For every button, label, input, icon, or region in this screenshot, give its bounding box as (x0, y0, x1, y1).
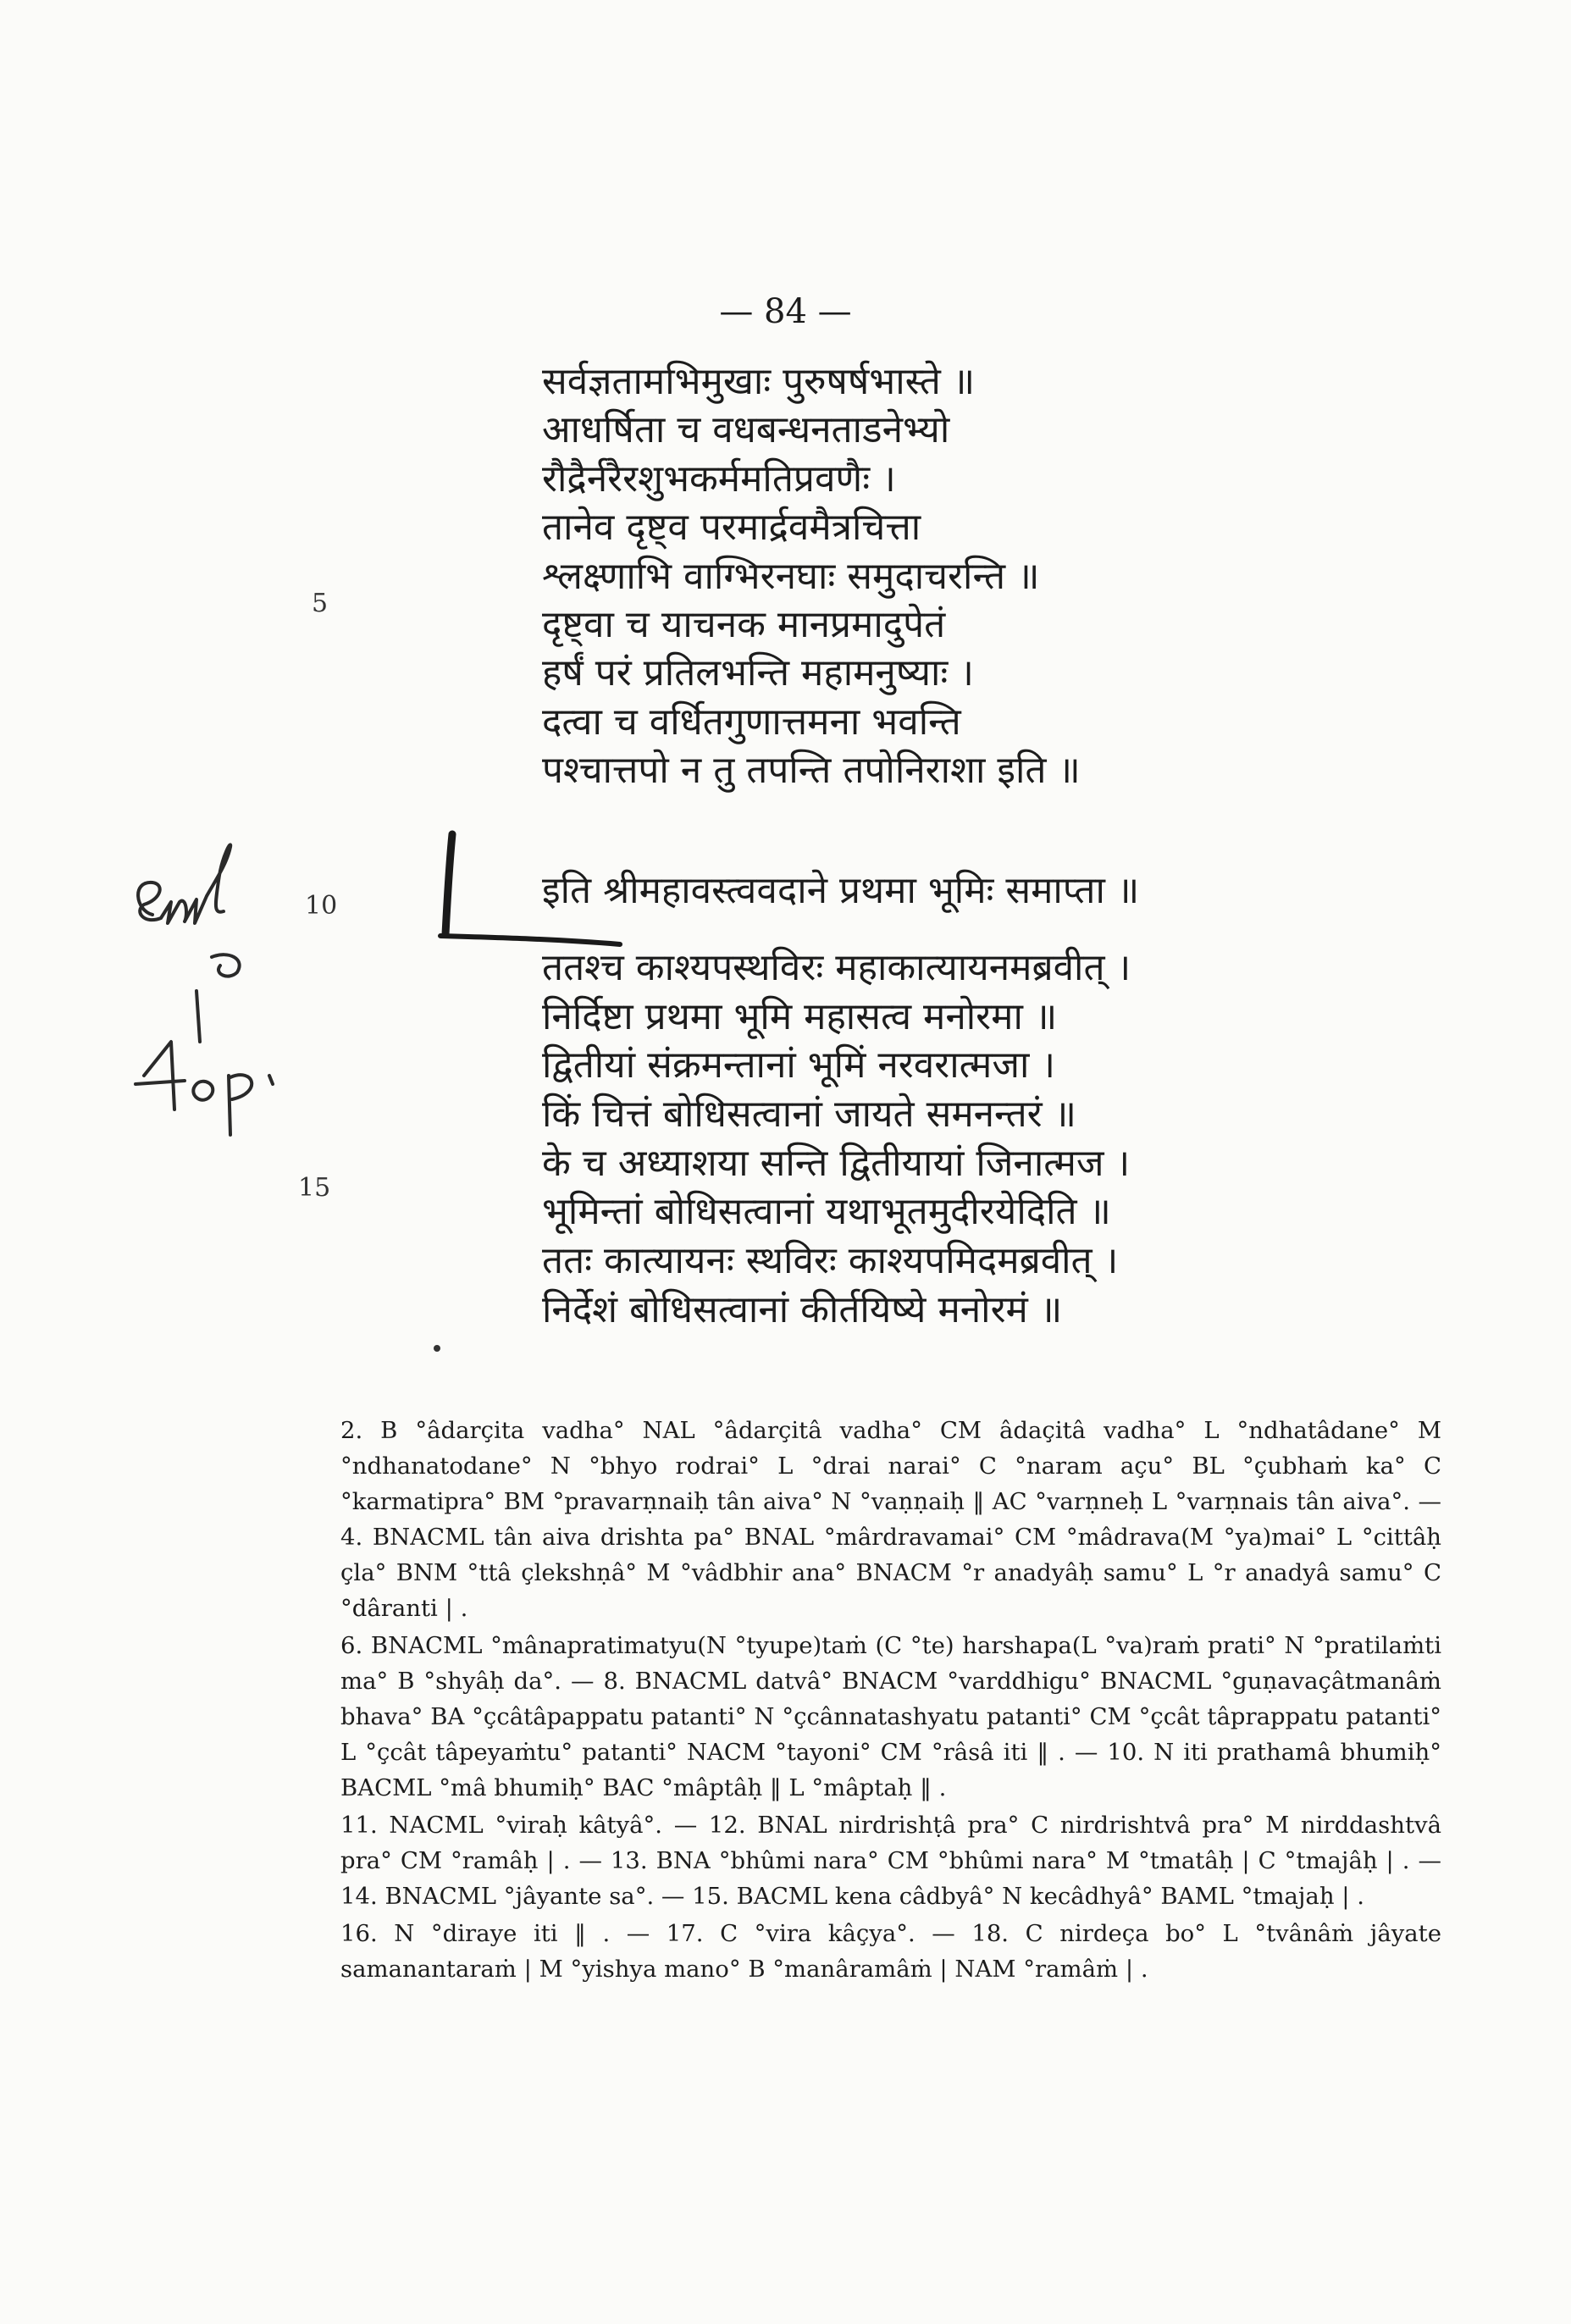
line-number-15: 15 (298, 1173, 331, 1203)
line-number-5: 5 (312, 589, 329, 618)
verse-line: निर्दिष्टा प्रथमा भूमि महासत्व मनोरमा ॥ (542, 994, 1058, 1038)
verse-line: दृष्ट्वा च याचनक मानप्रमादुपेतं (542, 602, 946, 646)
verse-line: आधर्षिता च वधबन्धनताडनेभ्यो (542, 408, 950, 452)
verse-block-b (542, 943, 1474, 1335)
verse-line: ततश्च काश्यपस्थविरः महाकात्यायनमब्रवीत् । (542, 946, 1131, 989)
verse-line: किं चित्तं बोधिसत्वानां जायते समनन्तरं ॥ (542, 1093, 1077, 1137)
footnote-paragraph: 2. B °âdarçita vadha° NAL °âdarçitâ vadha° CM âdaçitâ vadha° L °ndhatâdane° M °ndhanatodane° N °bhyo rodrai° L °drai narai° C °naram açu° BL °çubhaṁ ka° C °karmatipra° BM °pravarṇnaiḥ tân aiva° N °vaṇṇaiḥ ‖ AC °varṇneḥ L °varṇnais tân aiva°. — 4. BNACML tân aiva drishta pa° BNAL °mârdravamai° CM °mâdrava(M °ya)mai° L °cittâḥ çla° BNM °ttâ çlekshṇâ° M °vâdbhir ana° BNACM °r anadyâḥ samu° L °r anadyâ samu° C °dâranti | . (340, 1417, 1441, 1622)
verse-line: रौद्रैर्नरैरशुभकर्ममतिप्रवणैः । (542, 456, 896, 501)
verse-block-a (542, 357, 1474, 795)
verse-line: द्वितीयां संक्रमन्तानां भूमिं नरवरात्मजा । (542, 1043, 1056, 1087)
verse-line: श्लक्ष्णाभि वाग्भिरनघाः समुदाचरन्ति ॥ (542, 554, 1040, 598)
line-number-10: 10 (305, 891, 338, 921)
page-number: — 84 — (719, 292, 852, 331)
verse-line: ततः कात्यायनः स्थविरः काश्यपमिदमब्रवीत् । (542, 1239, 1119, 1283)
verse-line: दत्वा च वर्धितगुणात्तमना भवन्ति (542, 700, 961, 744)
ink-dot (434, 1345, 440, 1352)
verse-line: हर्षं परं प्रतिलभन्ति महामनुष्याः । (542, 651, 974, 695)
verse-line: के च अध्याशया सन्ति द्वितीयायां जिनात्मज । (542, 1141, 1131, 1185)
hand-drawn-bracket (423, 826, 627, 953)
footnote-paragraph: 11. NACML °viraḥ kâtyâ°. — 12. BNAL nirdrishṭâ pra° C nirdrishtvâ pra° M nirddashtvâ pra° CM °ramâḥ | . — 13. BNA °bhûmi nara° CM °bhûmi nara° M °tmatâḥ | C °tmajâḥ | . — 14. BNACML °jâyante sa°. — 15. BACML kena câdbyâ° N kecâdhyâ° BAML °tmajaḥ | . (340, 1812, 1441, 1910)
handwritten-annotation (119, 830, 339, 1152)
verse-line: सर्वज्ञतामभिमुखाः पुरुषर्षभास्ते ॥ (542, 360, 976, 403)
footnotes (340, 1413, 1441, 1987)
verse-line: निर्देशं बोधिसत्वानां कीर्तयिष्ये मनोरमं ॥ (542, 1287, 1063, 1331)
verse-line: भूमिन्तां बोधिसत्वानां यथाभूतमुदीरयेदिति ॥ (542, 1190, 1111, 1234)
colophon: इति श्रीमहावस्त्ववदाने प्रथमा भूमिः समाप्ता ॥ (542, 869, 1140, 912)
verse-line: तानेव दृष्ट्व परमार्द्रवमैत्रचित्ता (542, 506, 921, 550)
footnote-paragraph: 6. BNACML °mânapratimatyu(N °tyupe)taṁ (C °te) harshapa(L °va)raṁ prati° N °pratilaṁti ma° B °shyâḥ da°. — 8. BNACML datvâ° BNACM °varddhigu° BNACML °guṇavaçâtmanâṁ bhava° BA °çcâtâpappatu patanti° N °çcânnatashyatu patanti° CM °çcât tâprappatu patanti° L °çcât tâpeyaṁtu° patanti° NACM °tayoni° CM °râsâ iti ‖ . — 10. N iti prathamâ bhumiḥ° BACML °mâ bhumiḥ° BAC °mâptâḥ ‖ L °mâptaḥ ‖ . (340, 1632, 1441, 1801)
verse-line: पश्चात्तपो न तु तपन्ति तपोनिराशा इति ॥ (542, 749, 1081, 793)
footnote-paragraph: 16. N °diraye iti ‖ . — 17. C °vira kâçya°. — 18. C nirdeça bo° L °tvânâṁ jâyate samanantaraṁ | M °yishya mano° B °manâramâṁ | NAM °ramâṁ | . (340, 1920, 1441, 1983)
